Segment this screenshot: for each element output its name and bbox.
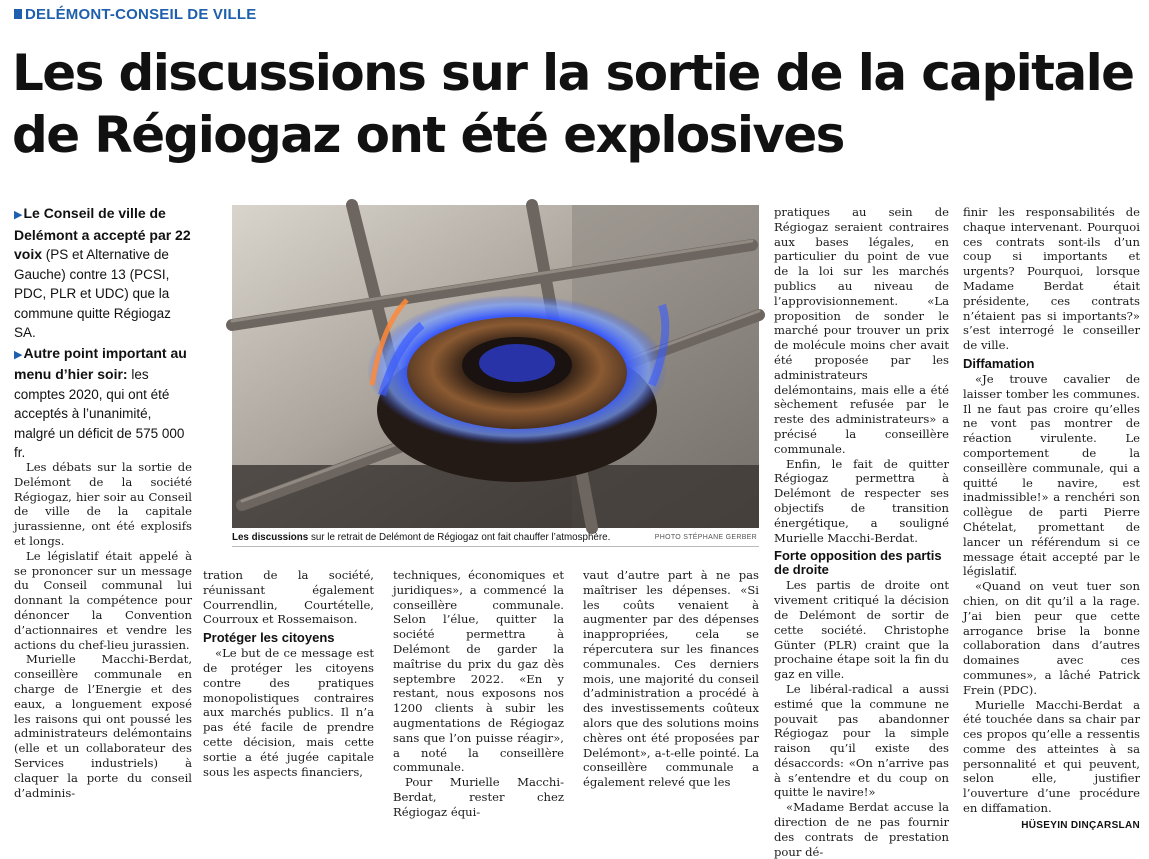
lead-point-1-text: (PS et Alternative de Gauche) contre 13 (PCSI, PDC, PLR et UDC) que la commune quitte Régiogaz SA. [14, 247, 171, 340]
article-column-5 [774, 205, 949, 859]
photo-credit: PHOTO STÉPHANE GERBER [654, 534, 757, 541]
gas-burner-photo [232, 205, 759, 528]
paragraph: «Madame Berdat accuse la direction de ne pas fournir des contrats de prestation pour dé- [774, 800, 949, 859]
lead-point-2-bold: Autre point important au menu d’hier soir: [14, 344, 187, 382]
paragraph: Les partis de droite ont vivement critiqué la décision de Delémont de sortir de cette société. Christophe Günter (PLR) craint que la prochaine étape soit la fin du gaz en ville. [774, 578, 949, 682]
paragraph: vaut d’autre part à ne pas maîtriser les dépenses. «Si les coûts venaient à augmenter par des dépenses inappropriées, cela se répercutera sur les finances communales. Ces derniers mois, une majorité du conseil d’administration a procédé à des investissements coûteux alors que des solutions moins chères ont été proposées par Delémont», a-t-elle pointé. La conseillère communale a également relevé que les [583, 568, 759, 790]
subheading-diffamation: Diffamation [963, 355, 1035, 371]
lead-point-2-text: les comptes 2020, qui ont été acceptés à l’unanimité, malgré un déficit de 575 000 fr. [14, 367, 185, 460]
section-kicker [14, 6, 334, 24]
paragraph: Pour Murielle Macchi-Berdat, rester chez Régiogaz équi- [393, 775, 564, 819]
headline [12, 42, 1142, 182]
kicker-square-icon [14, 9, 22, 19]
paragraph: «Quand on veut tuer son chien, on dit qu’il a la rage. J’ai bien peur que cette arrogance brise la bonne collaboration dans d’autres domaines avec ces communes», a lâché Patrick Frein (PDC). [963, 579, 1140, 697]
paragraph: «Je trouve cavalier de laisser tomber les communes. Il ne faut pas croire qu’elles ne vont pas montrer de réaction virulente. Le comportement de la conseillère communale, qui a quitté le navire, est inadmissible!» a renchéri son collègue de parti Pierre Chételat, promettant de lancer un référendum si ce message était accepté par le législatif. [963, 371, 1140, 579]
headline-line-1: Les discussions sur la sortie de la capitale [12, 44, 1134, 102]
paragraph: Le législatif était appelé à se prononcer sur un message du Conseil communal lui donnant la compétence pour dénoncer la Convention d’actionnaires et vendre les actions du chef-lieu jurassien. [14, 548, 192, 652]
paragraph: pratiques au sein de Régiogaz seraient contraires aux bases légales, en particulier du point de vue de la loi sur les marchés publics au niveau de l’approvisionnement. «La proposition de sonder le marché pour trouver un prix de molécule moins cher avait été proposée par les administrateurs delémontains, mais elle a été sèchement refusée par le reste des administrateurs» a précisé la conseillère communale. [774, 205, 949, 456]
paragraph: «Le but de ce message est de protéger les citoyens contre des pratiques monopolistiques contraires aux marchés publics. Il n’a pas été facile de prendre cette décision, mais cette sortie a été jugée capitale sous les aspects financiers, [203, 646, 374, 779]
article-column-2 [203, 568, 374, 796]
triangle-bullet-icon: ▶ [14, 348, 23, 361]
article-column-6 [963, 205, 1140, 831]
caption-bold: Les discussions [232, 532, 309, 543]
paragraph: Le libéral-radical a aussi estimé que la commune ne pouvait pas abandonner Régiogaz pour la simple raison qu’il existe des désaccords: «On n’arrive pas à s’entendre et du coup on quitte le navire!» [774, 681, 949, 800]
kicker-text: DELÉMONT-CONSEIL DE VILLE [25, 6, 257, 23]
paragraph: Enfin, le fait de quitter Régiogaz permettra à Delémont de respecter ses objectifs de transition énergétique, a souligné Murielle Macchi-Berdat. [774, 456, 949, 545]
headline-line-2: de Régiogaz ont été explosives [12, 106, 844, 164]
paragraph: Murielle Macchi-Berdat a été touchée dans sa chair par ces propos qu’elle a ressentis comme des atteintes à sa personnalité et qui peuvent, selon elle, justifier l’ouverture d’une procédure en diffamation. [963, 697, 1140, 816]
subheading-forte-opposition: Forte opposition des partis de droite [774, 548, 942, 578]
triangle-bullet-icon: ▶ [14, 209, 23, 221]
subheading-proteger: Protéger les citoyens [203, 630, 335, 646]
gas-burner-illustration [232, 205, 759, 528]
author-byline: HÜSEYIN DINÇARSLAN [1021, 819, 1140, 831]
lead-summary [14, 204, 194, 460]
article-column-1 [14, 460, 192, 800]
lead-point-2 [14, 344, 194, 463]
photo-caption [232, 530, 759, 547]
paragraph: finir les responsabilités de chaque intervenant. Pourquoi ces contrats sont-ils d’un coup si importants et urgents? Pourquoi, lorsque Madame Berdat était présidente, ces contrats n’étaient pas si importants?» s’est interrogé le conseiller de ville. [963, 205, 1140, 353]
lead-point-1 [14, 204, 194, 343]
paragraph: Les débats sur la sortie de Delémont de la société Régiogaz, hier soir au Conseil de ville de la capitale jurassienne, ont été explosifs et longs. [14, 460, 192, 548]
article-column-4 [583, 568, 759, 796]
article-column-3 [393, 568, 564, 819]
lead-point-1-bold: Le Conseil de ville de Delémont a accepté par 22 voix [14, 205, 191, 262]
paragraph: tration de la société, réunissant également Courrendlin, Courtételle, Courroux et Rossemaison. [203, 568, 374, 627]
caption-text: sur le retrait de Delémont de Régiogaz ont fait chauffer l’atmosphère. [308, 532, 611, 543]
paragraph: techniques, économiques et juridiques», a commencé la conseillère communale. Selon l’élue, quitter la société permettra à Delémont de garder la maîtrise du prix du gaz dès septembre 2022. «En y restant, nous exposons nos 1200 clients à subir les augmentations de Régiogaz sans que l’on puisse réagir», a noté la conseillère communale. [393, 568, 564, 775]
paragraph: Murielle Macchi-Berdat, conseillère communale en charge de l’Energie et des eaux, a longuement exposé les raisons qui ont poussé les administrateurs delémontains (elle et un collaborateur des Services industriels) à claquer la porte du conseil d’adminis- [14, 652, 192, 800]
